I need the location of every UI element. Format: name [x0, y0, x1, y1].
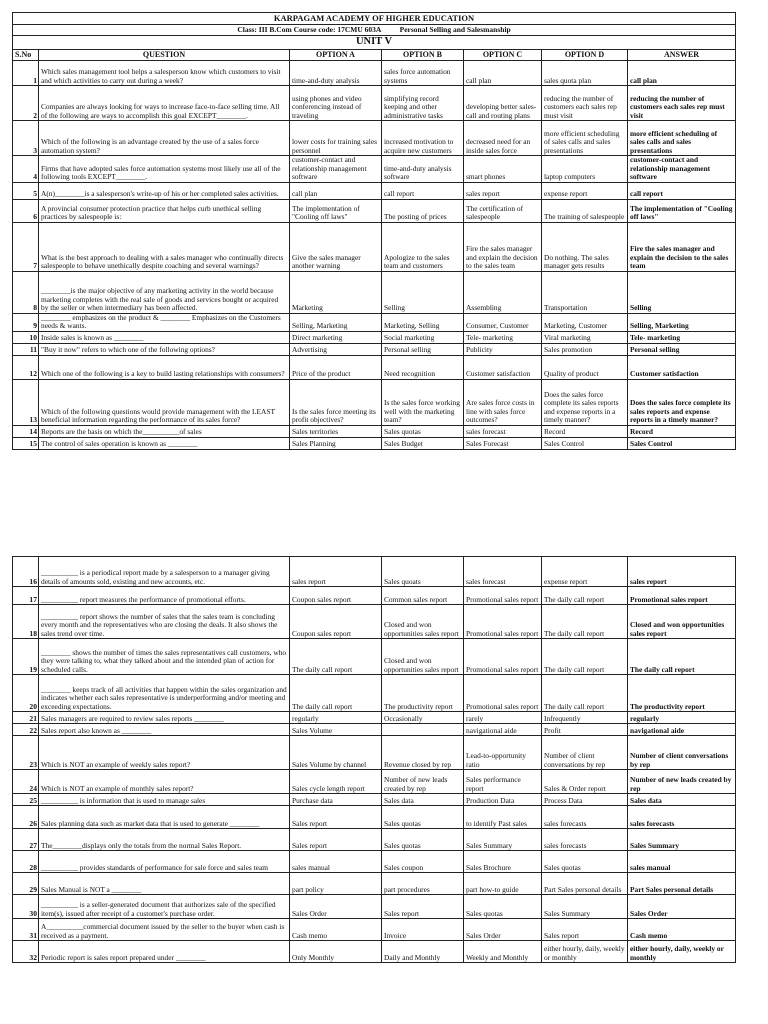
question-number: 25 [13, 794, 39, 806]
table-row [13, 343, 736, 355]
option-c: to identify Past sales [464, 806, 542, 829]
table-row [13, 313, 736, 331]
answer: Customer satisfaction [628, 355, 736, 379]
question-text: "Buy it now" refers to which one of the following options? [39, 343, 290, 355]
option-d: Sales Control [542, 437, 628, 449]
option-c: Are sales force costs in line with sales force outcomes? [464, 379, 542, 425]
option-b: Personal selling [382, 343, 464, 355]
question-text: Reports are the basis on which the__________of sales [39, 425, 290, 437]
option-c: sales forecast [464, 557, 542, 587]
option-b: Sales quoats [382, 557, 464, 587]
option-d: laptop computers [542, 156, 628, 183]
option-a: regularly [290, 712, 382, 724]
option-d: expense report [542, 557, 628, 587]
question-number: 22 [13, 724, 39, 736]
option-c: call plan [464, 61, 542, 86]
option-b: Marketing, Selling [382, 313, 464, 331]
unit-title: UNIT V [13, 36, 736, 50]
answer: Closed and won opportunities sales report [628, 605, 736, 639]
answer: Sales Summary [628, 829, 736, 851]
option-c: sales forecast [464, 425, 542, 437]
question-text: Which of the following questions would provide management with the LEAST beneficial information regarding the performance of its sales force? [39, 379, 290, 425]
question-text: __________ report measures the performance of promotional efforts. [39, 587, 290, 605]
option-a: Sales cycle length report [290, 770, 382, 794]
table-row [13, 806, 736, 829]
question-sheet-part-2 [12, 556, 735, 963]
option-b: part procedures [382, 873, 464, 895]
question-text: Which of the following is an advantage created by the use of a sales force automation system? [39, 121, 290, 156]
question-number: 2 [13, 86, 39, 121]
option-c: Production Data [464, 794, 542, 806]
question-text: Which is NOT an example of weekly sales report? [39, 736, 290, 770]
question-number: 16 [13, 557, 39, 587]
answer: Personal selling [628, 343, 736, 355]
table-row [13, 199, 736, 222]
question-text: Which one of the following is a key to build lasting relationships with consumers? [39, 355, 290, 379]
option-c: Promotional sales report [464, 639, 542, 675]
answer: Record [628, 425, 736, 437]
option-c: sales report [464, 182, 542, 199]
table-row [13, 587, 736, 605]
col-header-option-c: OPTION C [464, 50, 542, 61]
option-c: Sales performance report [464, 770, 542, 794]
option-c: navigational aide [464, 724, 542, 736]
col-header-option-a: OPTION A [290, 50, 382, 61]
option-b [382, 724, 464, 736]
option-a: Sales territories [290, 425, 382, 437]
option-d: more efficient scheduling of sales calls and sales presentations [542, 121, 628, 156]
question-text: Periodic report is sales report prepared under ________ [39, 941, 290, 963]
question-text: ________ emphasizes on the product & ________ Emphasizes on the Customers needs & wants. [39, 313, 290, 331]
option-b: Revenue closed by rep [382, 736, 464, 770]
option-d: The daily call report [542, 639, 628, 675]
option-d: Profit [542, 724, 628, 736]
option-b: The posting of prices [382, 199, 464, 222]
answer: The daily call report [628, 639, 736, 675]
option-d: Sales promotion [542, 343, 628, 355]
option-d: sales forecasts [542, 806, 628, 829]
question-text: __________ is a periodical report made by a salesperson to a manager giving details of amounts sold, existing and new accounts, etc. [39, 557, 290, 587]
option-b: The productivity report [382, 675, 464, 712]
question-number: 4 [13, 156, 39, 183]
answer: Number of new leads created by rep [628, 770, 736, 794]
table-row [13, 331, 736, 343]
table-row [13, 712, 736, 724]
question-text: __________ is a seller-generated document that authorizes sale of the specified item(s), issued after receipt of a customer's purchase order. [39, 895, 290, 919]
option-a: The daily call report [290, 639, 382, 675]
answer: more efficient scheduling of sales calls and sales presentations [628, 121, 736, 156]
table-row [13, 873, 736, 895]
option-a: sales report [290, 557, 382, 587]
option-b: Need recognition [382, 355, 464, 379]
option-d: Do nothing. The sales manager gets results [542, 222, 628, 271]
option-d: Record [542, 425, 628, 437]
class-row [13, 25, 736, 36]
option-b: Sales coupon [382, 851, 464, 873]
question-text: Which sales management tool helps a salesperson know which customers to visit and which activities to carry out during a week? [39, 61, 290, 86]
option-b: Social marketing [382, 331, 464, 343]
option-d: The daily call report [542, 675, 628, 712]
answer: Part Sales personal details [628, 873, 736, 895]
answer: Tele- marketing [628, 331, 736, 343]
col-header-answer: ANSWER [628, 50, 736, 61]
question-number: 9 [13, 313, 39, 331]
table-row [13, 895, 736, 919]
option-d: sales quota plan [542, 61, 628, 86]
class-line: Class: III B.Com Course code: 17CMU 603A Personal Selling and Salesmanship [13, 25, 736, 36]
answer: sales report [628, 557, 736, 587]
question-text: A__________commercial document issued by the seller to the buyer when cash is received as a payment. [39, 919, 290, 941]
option-b: Closed and won opportunities sales report [382, 605, 464, 639]
question-number: 3 [13, 121, 39, 156]
institution-row [13, 13, 736, 25]
option-b: Sales quotas [382, 806, 464, 829]
answer: Promotional sales report [628, 587, 736, 605]
answer: Cash memo [628, 919, 736, 941]
question-number: 19 [13, 639, 39, 675]
question-number: 5 [13, 182, 39, 199]
option-b: Sales quotas [382, 829, 464, 851]
option-a: call plan [290, 182, 382, 199]
question-number: 30 [13, 895, 39, 919]
question-text: ________is the major objective of any marketing activity in the world because marketing completes with the real sale of goods and services bought or acquired by the seller or when intermediary has been affected. [39, 271, 290, 313]
option-d: Transportation [542, 271, 628, 313]
option-d: Does the sales force complete its sales reports and expense reports in a timely manner? [542, 379, 628, 425]
option-a: time-and-duty analysis [290, 61, 382, 86]
option-b: call report [382, 182, 464, 199]
question-text: ________ shows the number of times the sales representatives call customers, who they were talking to, what they talked about and the intended plan of action for scheduled calls. [39, 639, 290, 675]
answer: Fire the sales manager and explain the decision to the sales team [628, 222, 736, 271]
table-row [13, 639, 736, 675]
option-a: using phones and video conferencing instead of traveling [290, 86, 382, 121]
option-d: sales forecasts [542, 829, 628, 851]
option-d: reducing the number of customers each sales rep must visit [542, 86, 628, 121]
option-b: Number of new leads created by rep [382, 770, 464, 794]
option-c: Sales Summary [464, 829, 542, 851]
unit-row [13, 36, 736, 50]
answer: The productivity report [628, 675, 736, 712]
option-a: customer-contact and relationship management software [290, 156, 382, 183]
option-c: Promotional sales report [464, 675, 542, 712]
option-c: Promotional sales report [464, 587, 542, 605]
question-number: 17 [13, 587, 39, 605]
option-a: Price of the product [290, 355, 382, 379]
question-sheet-part-1 [12, 12, 735, 450]
table-row [13, 121, 736, 156]
question-text: __________ report shows the number of sales that the sales team is concluding every month and the representatives who are closing the deals. It also shows the sales trend over time. [39, 605, 290, 639]
table-row [13, 794, 736, 806]
question-text: A(n)________is a salesperson's write-up of his or her completed sales activities. [39, 182, 290, 199]
option-b: Apologize to the sales team and customers [382, 222, 464, 271]
option-c: The certification of salespeople [464, 199, 542, 222]
option-c: Consumer, Customer [464, 313, 542, 331]
option-b: time-and-duty analysis software [382, 156, 464, 183]
option-b: Occasionally [382, 712, 464, 724]
table-row [13, 425, 736, 437]
option-a: lower costs for training sales personnel [290, 121, 382, 156]
option-b: simplifying record keeping and other administrative tasks [382, 86, 464, 121]
option-d: Sales report [542, 919, 628, 941]
question-number: 15 [13, 437, 39, 449]
option-a: sales manual [290, 851, 382, 873]
option-d: Infrequently [542, 712, 628, 724]
col-header-option-b: OPTION B [382, 50, 464, 61]
option-a: Marketing [290, 271, 382, 313]
question-text: A provincial consumer protection practice that helps curb unethical selling practices by salespeople is: [39, 199, 290, 222]
option-a: Coupon sales report [290, 587, 382, 605]
answer: sales manual [628, 851, 736, 873]
option-b: Sales data [382, 794, 464, 806]
option-b: sales force automation systems [382, 61, 464, 86]
question-number: 10 [13, 331, 39, 343]
table-row [13, 605, 736, 639]
question-text: Sales Manual is NOT a ________ [39, 873, 290, 895]
option-d: The daily call report [542, 605, 628, 639]
question-number: 26 [13, 806, 39, 829]
question-number: 29 [13, 873, 39, 895]
table-row [13, 156, 736, 183]
question-table-2 [12, 556, 736, 963]
option-d: The training of salespeople [542, 199, 628, 222]
option-d: expense report [542, 182, 628, 199]
option-d: Number of client conversations by rep [542, 736, 628, 770]
question-number: 32 [13, 941, 39, 963]
answer: Sales Control [628, 437, 736, 449]
option-a: Advertising [290, 343, 382, 355]
option-a: Coupon sales report [290, 605, 382, 639]
option-a: Sales Volume by channel [290, 736, 382, 770]
option-b: Daily and Monthly [382, 941, 464, 963]
option-c: smart phones [464, 156, 542, 183]
question-table-1 [12, 12, 736, 450]
option-d: Part Sales personal details [542, 873, 628, 895]
option-c: decreased need for an inside sales force [464, 121, 542, 156]
option-d: The daily call report [542, 587, 628, 605]
answer: customer-contact and relationship management software [628, 156, 736, 183]
answer: call report [628, 182, 736, 199]
table-row [13, 736, 736, 770]
question-number: 1 [13, 61, 39, 86]
question-number: 13 [13, 379, 39, 425]
option-d: Sales Summary [542, 895, 628, 919]
table-row [13, 355, 736, 379]
col-header-question: QUESTION [39, 50, 290, 61]
option-a: Selling, Marketing [290, 313, 382, 331]
question-number: 14 [13, 425, 39, 437]
option-c: rarely [464, 712, 542, 724]
option-a: The daily call report [290, 675, 382, 712]
question-number: 24 [13, 770, 39, 794]
question-number: 11 [13, 343, 39, 355]
question-text: What is the best approach to dealing with a sales manager who continually directs salespeople to behave unethically despite coaching and several warnings? [39, 222, 290, 271]
answer: Does the sales force complete its sales reports and expense reports in a timely manner? [628, 379, 736, 425]
option-d: Marketing, Customer [542, 313, 628, 331]
option-c: Sales Order [464, 919, 542, 941]
option-b: Sales report [382, 895, 464, 919]
option-d: Sales & Order report [542, 770, 628, 794]
question-text: __________ is information that is used to manage sales [39, 794, 290, 806]
option-c: Sales quotas [464, 895, 542, 919]
option-a: Sales Planning [290, 437, 382, 449]
question-text: Inside sales is known as ________ [39, 331, 290, 343]
question-text: Sales managers are required to review sales reports ________ [39, 712, 290, 724]
table-row [13, 829, 736, 851]
answer: Selling [628, 271, 736, 313]
option-a: Is the sales force meeting its profit objectives? [290, 379, 382, 425]
question-number: 18 [13, 605, 39, 639]
answer: Selling, Marketing [628, 313, 736, 331]
option-b: Common sales report [382, 587, 464, 605]
option-c: part how-to guide [464, 873, 542, 895]
question-text: Which is NOT an example of monthly sales report? [39, 770, 290, 794]
question-number: 8 [13, 271, 39, 313]
answer: sales forecasts [628, 806, 736, 829]
question-text: Sales planning data such as market data that is used to generate ________ [39, 806, 290, 829]
question-number: 28 [13, 851, 39, 873]
option-a: The implementation of "Cooling off laws" [290, 199, 382, 222]
option-a: Direct marketing [290, 331, 382, 343]
option-c: Promotional sales report [464, 605, 542, 639]
table-row [13, 724, 736, 736]
table-row [13, 271, 736, 313]
institution-title: KARPAGAM ACADEMY OF HIGHER EDUCATION [13, 13, 736, 25]
table-row [13, 437, 736, 449]
question-text: Firms that have adopted sales force automation systems most likely use all of the following tools EXCEPT________. [39, 156, 290, 183]
option-b: increased motivation to acquire new customers [382, 121, 464, 156]
option-c: Fire the sales manager and explain the decision to the sales team [464, 222, 542, 271]
option-a: Sales report [290, 806, 382, 829]
option-a: Give the sales manager another warning [290, 222, 382, 271]
question-text: The________displays only the totals from the normal Sales Report. [39, 829, 290, 851]
answer: regularly [628, 712, 736, 724]
option-c: Customer satisfaction [464, 355, 542, 379]
table-row [13, 941, 736, 963]
table-row [13, 379, 736, 425]
option-a: Sales Order [290, 895, 382, 919]
option-d: Quality of product [542, 355, 628, 379]
option-a: Only Monthly [290, 941, 382, 963]
option-b: Selling [382, 271, 464, 313]
option-d: Process Data [542, 794, 628, 806]
question-text: Companies are always looking for ways to increase face-to-face selling time. All of the following are ways to accomplish this goal EXCEPT________. [39, 86, 290, 121]
col-header-option-d: OPTION D [542, 50, 628, 61]
table-row [13, 675, 736, 712]
answer: Number of client conversations by rep [628, 736, 736, 770]
table-row [13, 557, 736, 587]
answer: either hourly, daily, weekly or monthly [628, 941, 736, 963]
option-c: Assembling [464, 271, 542, 313]
answer: Sales Order [628, 895, 736, 919]
option-b: Closed and won opportunities sales report [382, 639, 464, 675]
option-c: Tele- marketing [464, 331, 542, 343]
table-row [13, 851, 736, 873]
option-c: developing better sales-call and routing plans [464, 86, 542, 121]
question-text: Sales report also known as ________ [39, 724, 290, 736]
option-a: Sales report [290, 829, 382, 851]
option-a: Cash memo [290, 919, 382, 941]
question-number: 23 [13, 736, 39, 770]
option-c: Lead-to-opportunity ratio [464, 736, 542, 770]
option-d: Viral marketing [542, 331, 628, 343]
question-number: 7 [13, 222, 39, 271]
question-number: 12 [13, 355, 39, 379]
answer: The implementation of "Cooling off laws" [628, 199, 736, 222]
option-b: Is the sales force working well with the marketing team? [382, 379, 464, 425]
table-row [13, 919, 736, 941]
option-b: Sales quotas [382, 425, 464, 437]
option-a: Purchase data [290, 794, 382, 806]
answer: call plan [628, 61, 736, 86]
table-row [13, 86, 736, 121]
option-a: part policy [290, 873, 382, 895]
option-d: Sales quotas [542, 851, 628, 873]
question-number: 31 [13, 919, 39, 941]
answer: Sales data [628, 794, 736, 806]
question-number: 20 [13, 675, 39, 712]
option-d: either hourly, daily, weekly or monthly [542, 941, 628, 963]
question-text: __________ provides standards of performance for sale force and sales team [39, 851, 290, 873]
table-row [13, 61, 736, 86]
table-row [13, 770, 736, 794]
option-b: Invoice [382, 919, 464, 941]
col-header-sno: S.No [13, 50, 39, 61]
table-row [13, 222, 736, 271]
option-c: Publicity [464, 343, 542, 355]
question-number: 21 [13, 712, 39, 724]
option-a: Sales Volume [290, 724, 382, 736]
option-c: Sales Forecast [464, 437, 542, 449]
column-header-row [13, 50, 736, 61]
question-number: 6 [13, 199, 39, 222]
option-b: Sales Budget [382, 437, 464, 449]
answer: navigational aide [628, 724, 736, 736]
question-number: 27 [13, 829, 39, 851]
option-c: Weekly and Monthly [464, 941, 542, 963]
question-text: The control of sales operation is known as ________ [39, 437, 290, 449]
option-c: Sales Brochure [464, 851, 542, 873]
table-row [13, 182, 736, 199]
answer: reducing the number of customers each sales rep must visit [628, 86, 736, 121]
question-text: ________ keeps track of all activities that happen within the sales organization and indicates whether each sales representative is underperforming and/or meeting and exceeding expectations. [39, 675, 290, 712]
